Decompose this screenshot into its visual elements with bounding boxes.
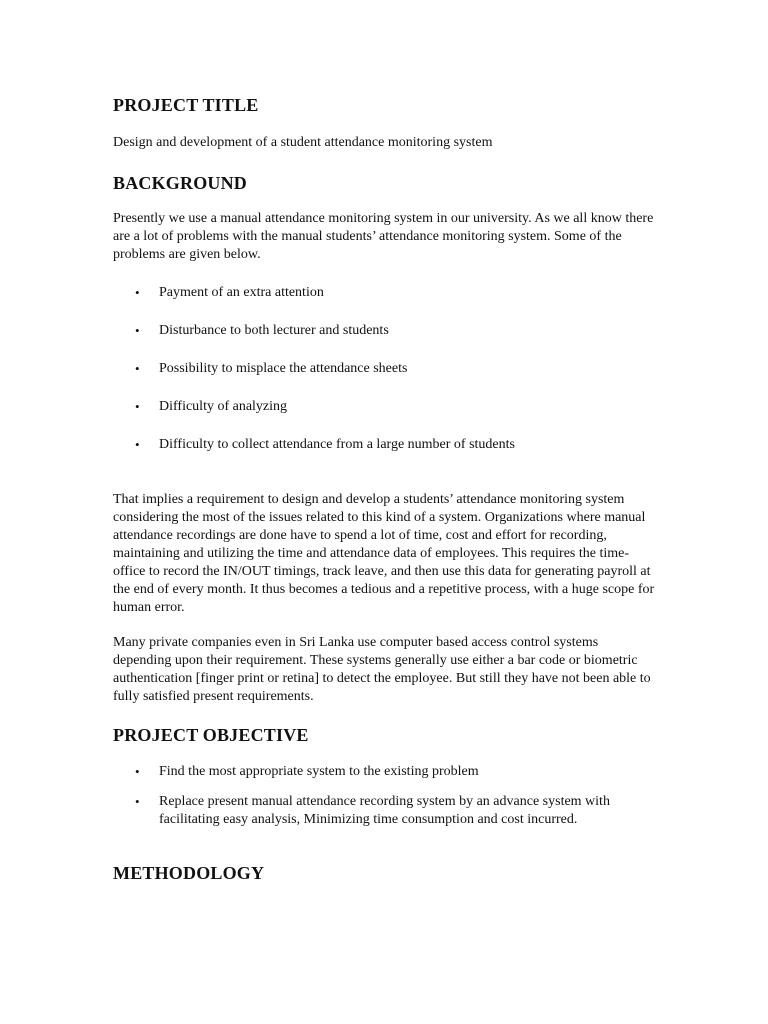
list-item bbox=[113, 284, 658, 302]
list-item bbox=[113, 398, 658, 416]
list-item-text: Disturbance to both lecturer and students bbox=[159, 323, 389, 338]
list-item bbox=[113, 793, 658, 829]
bullet-icon: • bbox=[135, 437, 140, 452]
project-title-heading: PROJECT TITLE bbox=[113, 95, 259, 115]
project-title-text: Design and development of a student attendance monitoring system bbox=[113, 135, 493, 150]
bullet-icon: • bbox=[135, 764, 140, 779]
background-intro: Presently we use a manual attendance monitoring system in our university. As we all know there are a lot of problems with the manual students’ attendance monitoring system. Some of the problems are given below. bbox=[113, 211, 654, 262]
list-item-text: Payment of an extra attention bbox=[159, 285, 324, 300]
list-item bbox=[113, 322, 658, 340]
list-item-text: Possibility to misplace the attendance sheets bbox=[159, 361, 408, 376]
list-item-text: Difficulty of analyzing bbox=[159, 399, 288, 414]
bullet-icon: • bbox=[135, 323, 140, 338]
background-paragraph-2: That implies a requirement to design and develop a students’ attendance monitoring system considering the most of the issues related to this kind of a system. Organizations where manual attendance recordings are done have to spend a lot of time, cost and effort for recording, maintaining and utilizing the time and attendance data of employees. This requires the time-office to record the IN/OUT timings, track leave, and then use this data for generating payroll at the end of every month. It thus becomes a tedious and a repetitive process, with a huge scope for human error. bbox=[113, 492, 655, 615]
background-paragraph-3: Many private companies even in Sri Lanka use computer based access control systems depending upon their requirement. These systems generally use either a bar code or biometric authentication [finger print or retina] to detect the employee. But still they have not been able to fully satisfied present requirements. bbox=[113, 635, 651, 704]
list-item-text: Replace present manual attendance recording system by an advance system with facilitating easy analysis, Minimizing time consumption and cost incurred. bbox=[159, 794, 610, 827]
list-item bbox=[113, 763, 658, 781]
bullet-icon: • bbox=[135, 794, 140, 809]
list-item bbox=[113, 360, 658, 378]
list-item bbox=[113, 436, 658, 454]
bullet-icon: • bbox=[135, 361, 140, 376]
background-heading: BACKGROUND bbox=[113, 173, 248, 193]
list-item-text: Find the most appropriate system to the existing problem bbox=[159, 764, 479, 779]
problems-list bbox=[113, 284, 658, 454]
document-page bbox=[113, 93, 658, 885]
methodology-heading: METHODOLOGY bbox=[113, 863, 265, 883]
objective-heading: PROJECT OBJECTIVE bbox=[113, 725, 309, 745]
list-item-text: Difficulty to collect attendance from a large number of students bbox=[159, 437, 515, 452]
objectives-list bbox=[113, 763, 658, 829]
bullet-icon: • bbox=[135, 285, 140, 300]
bullet-icon: • bbox=[135, 399, 140, 414]
